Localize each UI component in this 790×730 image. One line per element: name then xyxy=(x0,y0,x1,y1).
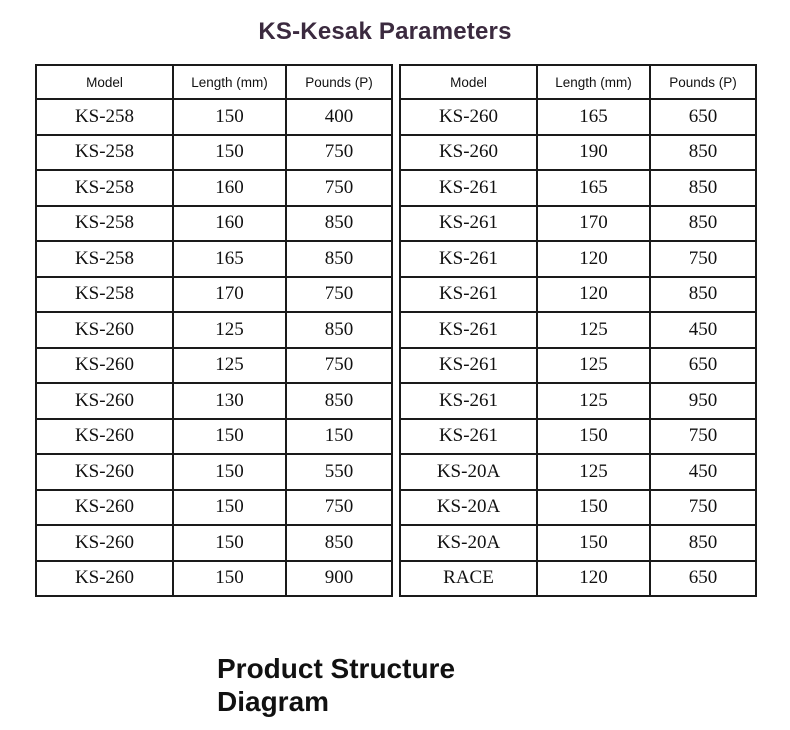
pounds-cell: 150 xyxy=(286,419,392,455)
table-row xyxy=(36,277,392,313)
table-row xyxy=(36,419,392,455)
model-cell: KS-20A xyxy=(400,490,537,526)
model-cell: KS-261 xyxy=(400,170,537,206)
table-row xyxy=(400,170,756,206)
pounds-cell: 850 xyxy=(650,206,756,242)
table-row xyxy=(400,206,756,242)
pounds-cell: 850 xyxy=(286,525,392,561)
table-row xyxy=(36,206,392,242)
length-cell: 165 xyxy=(537,170,650,206)
length-cell: 170 xyxy=(173,277,286,313)
length-cell: 150 xyxy=(537,490,650,526)
length-cell: 165 xyxy=(173,241,286,277)
table-row xyxy=(400,277,756,313)
length-cell: 120 xyxy=(537,241,650,277)
model-cell: KS-261 xyxy=(400,277,537,313)
length-cell: 150 xyxy=(173,490,286,526)
pounds-cell: 650 xyxy=(650,348,756,384)
pounds-cell: 750 xyxy=(286,490,392,526)
table-row xyxy=(400,312,756,348)
pounds-cell: 900 xyxy=(286,561,392,597)
pounds-cell: 550 xyxy=(286,454,392,490)
model-cell: KS-260 xyxy=(36,312,173,348)
parameters-table-right xyxy=(399,64,757,597)
length-cell: 170 xyxy=(537,206,650,242)
table-row xyxy=(400,135,756,171)
length-cell: 125 xyxy=(537,383,650,419)
model-cell: KS-261 xyxy=(400,206,537,242)
model-cell: KS-258 xyxy=(36,277,173,313)
model-cell: KS-20A xyxy=(400,525,537,561)
length-cell: 125 xyxy=(173,312,286,348)
column-header-pounds: Pounds (P) xyxy=(286,65,392,99)
section-heading xyxy=(217,652,455,718)
length-cell: 150 xyxy=(173,525,286,561)
pounds-cell: 450 xyxy=(650,454,756,490)
model-cell: KS-258 xyxy=(36,206,173,242)
parameters-table-left xyxy=(35,64,393,597)
pounds-cell: 950 xyxy=(650,383,756,419)
table-row xyxy=(36,312,392,348)
length-cell: 150 xyxy=(537,419,650,455)
length-cell: 150 xyxy=(537,525,650,561)
pounds-cell: 750 xyxy=(286,348,392,384)
pounds-cell: 850 xyxy=(650,277,756,313)
model-cell: RACE xyxy=(400,561,537,597)
table-row xyxy=(36,525,392,561)
table-row xyxy=(36,561,392,597)
model-cell: KS-260 xyxy=(36,490,173,526)
model-cell: KS-261 xyxy=(400,419,537,455)
table-row xyxy=(400,561,756,597)
pounds-cell: 450 xyxy=(650,312,756,348)
column-header-model: Model xyxy=(36,65,173,99)
table-row xyxy=(400,99,756,135)
length-cell: 150 xyxy=(173,99,286,135)
length-cell: 120 xyxy=(537,277,650,313)
length-cell: 150 xyxy=(173,561,286,597)
length-cell: 150 xyxy=(173,135,286,171)
table-row xyxy=(400,383,756,419)
table-row xyxy=(36,170,392,206)
model-cell: KS-261 xyxy=(400,312,537,348)
length-cell: 160 xyxy=(173,170,286,206)
length-cell: 160 xyxy=(173,206,286,242)
pounds-cell: 850 xyxy=(286,383,392,419)
table-row xyxy=(400,490,756,526)
length-cell: 125 xyxy=(537,312,650,348)
model-cell: KS-260 xyxy=(400,99,537,135)
pounds-cell: 850 xyxy=(286,241,392,277)
model-cell: KS-261 xyxy=(400,348,537,384)
length-cell: 150 xyxy=(173,454,286,490)
column-header-length: Length (mm) xyxy=(173,65,286,99)
pounds-cell: 750 xyxy=(650,419,756,455)
table-row xyxy=(36,383,392,419)
pounds-cell: 850 xyxy=(286,312,392,348)
model-cell: KS-258 xyxy=(36,170,173,206)
pounds-cell: 750 xyxy=(286,277,392,313)
length-cell: 165 xyxy=(537,99,650,135)
pounds-cell: 750 xyxy=(650,490,756,526)
pounds-cell: 850 xyxy=(650,170,756,206)
model-cell: KS-261 xyxy=(400,241,537,277)
pounds-cell: 750 xyxy=(286,135,392,171)
model-cell: KS-258 xyxy=(36,241,173,277)
model-cell: KS-260 xyxy=(36,348,173,384)
model-cell: KS-261 xyxy=(400,383,537,419)
model-cell: KS-260 xyxy=(36,454,173,490)
table-row xyxy=(400,348,756,384)
length-cell: 125 xyxy=(173,348,286,384)
section-heading-line-2: Diagram xyxy=(217,686,330,717)
table-row xyxy=(36,135,392,171)
model-cell: KS-260 xyxy=(36,561,173,597)
model-cell: KS-260 xyxy=(36,525,173,561)
model-cell: KS-258 xyxy=(36,99,173,135)
column-header-length: Length (mm) xyxy=(537,65,650,99)
length-cell: 125 xyxy=(537,454,650,490)
model-cell: KS-258 xyxy=(36,135,173,171)
length-cell: 125 xyxy=(537,348,650,384)
length-cell: 150 xyxy=(173,419,286,455)
table-row xyxy=(36,348,392,384)
column-header-pounds: Pounds (P) xyxy=(650,65,756,99)
section-heading-line-1: Product Structure xyxy=(217,653,456,684)
table-row xyxy=(400,241,756,277)
table-header-row xyxy=(36,65,392,99)
table-row xyxy=(400,419,756,455)
table-row xyxy=(400,525,756,561)
table-row xyxy=(36,241,392,277)
table-row xyxy=(36,99,392,135)
pounds-cell: 650 xyxy=(650,561,756,597)
model-cell: KS-260 xyxy=(400,135,537,171)
table-header-row xyxy=(400,65,756,99)
model-cell: KS-20A xyxy=(400,454,537,490)
pounds-cell: 750 xyxy=(286,170,392,206)
length-cell: 120 xyxy=(537,561,650,597)
length-cell: 190 xyxy=(537,135,650,171)
table-row xyxy=(36,454,392,490)
pounds-cell: 850 xyxy=(650,525,756,561)
table-row xyxy=(400,454,756,490)
pounds-cell: 750 xyxy=(650,241,756,277)
pounds-cell: 850 xyxy=(650,135,756,171)
pounds-cell: 850 xyxy=(286,206,392,242)
model-cell: KS-260 xyxy=(36,383,173,419)
table-row xyxy=(36,490,392,526)
page-title: KS-Kesak Parameters xyxy=(258,18,512,45)
pounds-cell: 400 xyxy=(286,99,392,135)
length-cell: 130 xyxy=(173,383,286,419)
pounds-cell: 650 xyxy=(650,99,756,135)
column-header-model: Model xyxy=(400,65,537,99)
model-cell: KS-260 xyxy=(36,419,173,455)
